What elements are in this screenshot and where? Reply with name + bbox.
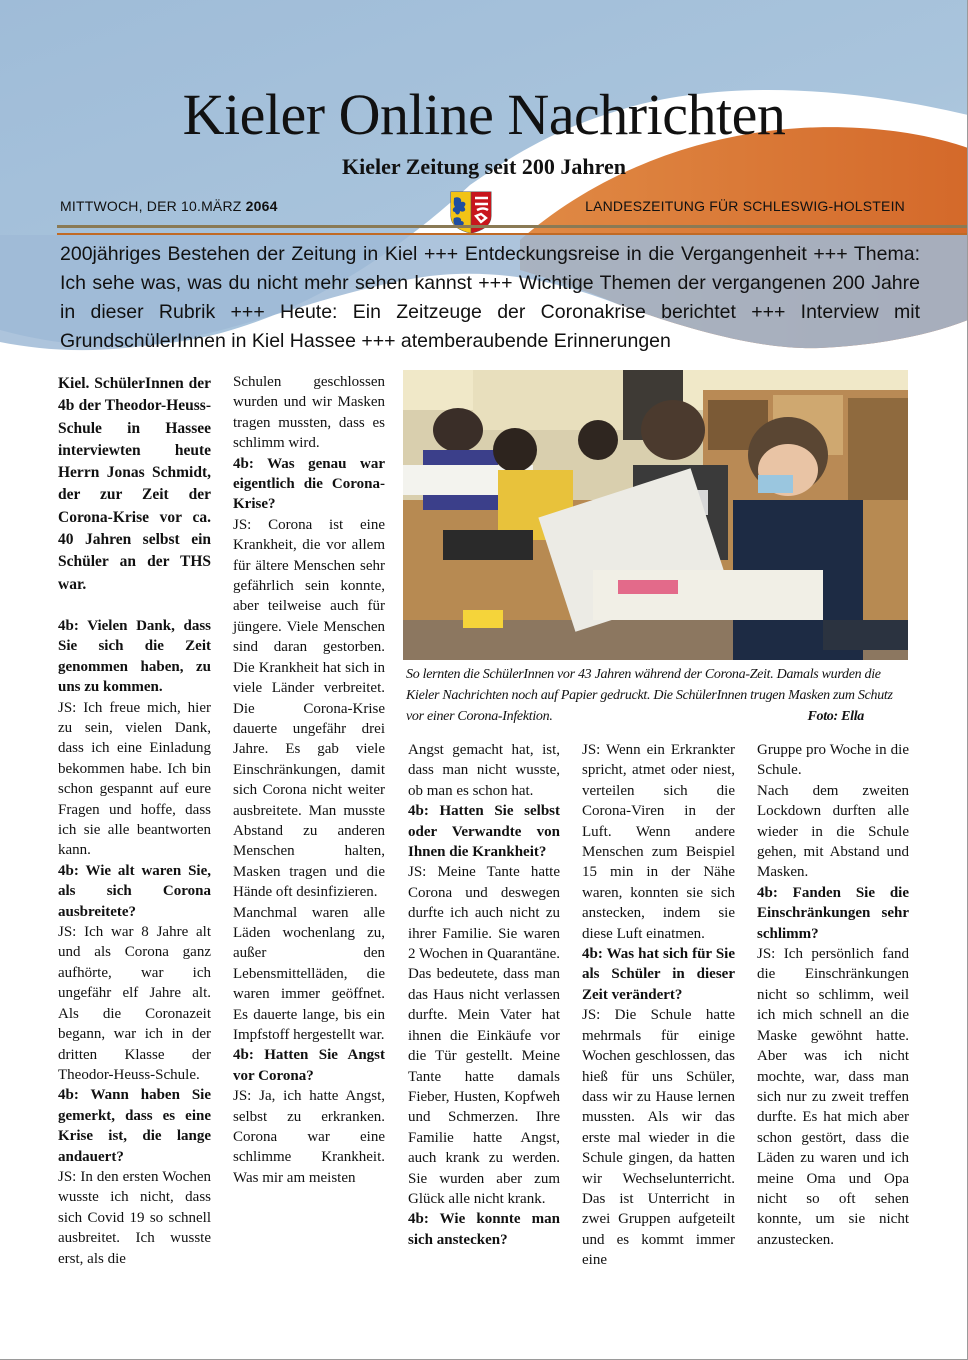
interview-question: 4b: Wie alt waren Sie, als sich Corona ausbreitete? [58, 862, 211, 920]
newspaper-title: Kieler Online Nachrichten [182, 82, 786, 147]
interview-answer: Nach dem zweiten Lockdown durften alle wieder in die Schule gehen, mit Abstand und Masken. [757, 782, 909, 881]
article-column-4 [582, 740, 735, 1271]
interview-answer: Manchmal waren alle Läden wochenlang zu, außer den Lebensmittelläden, die waren immer geöffnet. Es dauerte lange, bis ein Impfstoff hergestellt war. [233, 904, 385, 1043]
photo-credit: Foto: Ella [807, 709, 864, 724]
interview-question: 4b: Hatten Sie Angst vor Corona? [233, 1047, 385, 1084]
interview-answer: JS: Ich freue mich, hier zu sein, vielen Dank, dass ich eine Einladung bekommen habe. Ich bin schon gespannt auf eure Fragen und hoffe, dass ich sie alle beantworten kann. [58, 699, 211, 859]
classroom-photo [403, 370, 908, 660]
interview-question: 4b: Was hat sich für Sie als Schüler in dieser Zeit verändert? [582, 946, 735, 1003]
article-column-5 [757, 740, 909, 1250]
interview-question: 4b: Hatten Sie selbst oder Verwandte von Ihnen die Krankheit? [408, 803, 560, 861]
interview-answer: JS: Meine Tante hatte Corona und deswegen durfte ich auch nicht zu ihrer Familie. Sie waren 2 Wochen in Quarantäne. Das bedeutete, dass man das Haus nicht verlassen durfte. Mein Vater hat ihnen die Einkäufe vor die Tür gestellt. Meine Tante hatte damals Fieber, Husten, Kopfweh und Schmerzen. Ihre Familie hatte Angst, auch krank zu werden. Sie wurden aber zum Glück alle nicht krank. [408, 864, 560, 1207]
masthead-rule-top [57, 225, 968, 228]
interview-question: 4b: Was genau war eigentlich die Corona-Krise? [233, 455, 385, 513]
photo-caption-text: So lernten die SchülerInnen vor 43 Jahren während der Corona-Zeit. Damals wurden die Kieler Nachrichten noch auf Papier gedruckt. Die SchülerInnen trugen Masken zum Schutz vor einer Corona-Infektion. [406, 667, 893, 724]
dateline-year: 2064 [245, 198, 278, 214]
interview-answer: JS: Ja, ich hatte Angst, selbst zu erkranken. Corona war eine schlimme Krankheit. Was mir am meisten [233, 1088, 385, 1186]
interview-answer: JS: Die Schule hatte mehrmals für einige Wochen geschlossen, das hieß für uns Schüler, dass wir zu Hause lernen mussten. Als wir das erste mal wieder in die Schule gingen, da hatten wir Wechselunterricht. Das ist Unterricht in zwei Gruppen aufgeteilt und es kommt immer eine [582, 1007, 735, 1269]
interview-answer: Angst gemacht hat, ist, dass man nicht wusste, ob man es schon hat. [408, 742, 560, 799]
interview-question: 4b: Vielen Dank, dass Sie sich die Zeit genommen haben, zu uns zu kommen. [58, 617, 211, 696]
article-column-3 [408, 740, 560, 1250]
interview-answer: JS: Ich war 8 Jahre alt und als Corona ganz aufhörte, war ich ungefähr elf Jahre alt. Als die Coronazeit begann, war ich in der dritten Klasse der Theodor-Heuss-Schule. [58, 924, 211, 1083]
interview-answer: JS: Corona ist eine Krankheit, die vor allem für ältere Menschen sehr gefährlich sein konnte, aber teilweise auch für jüngere. Viele Menschen sind daran gestorben. Die Krankheit hat sich in viele Länder verbreitet. Die Corona-Krise dauerte ungefähr drei Jahre. Es gab viele Einschränkungen, damit sich Corona nicht weiter ausbreitete. Man musste Abstand zu anderen Menschen halten, Masken tragen und die Hände oft desinfizieren. [233, 516, 385, 901]
news-ticker: 200jähriges Bestehen der Zeitung in Kiel +++ Entdeckungsreise in die Vergangenheit +++ Thema: Ich sehe was, was du nicht mehr sehen kannst +++ Wichtige Themen der vergangenen 200 Jahre in dieser Rubrik +++ Heute: Ein Zeitzeuge der Coronakrise berichtet +++ Interview mit GrundschülerInnen in Kiel Hassee +++ atemberaubende Erinnerungen [60, 243, 920, 352]
newspaper-subtitle: Kieler Zeitung seit 200 Jahren [342, 154, 626, 179]
interview-answer: JS: In den ersten Wochen wusste ich nicht, dass sich Covid 19 so schnell ausbreitet. Ich wusste erst, als die [58, 1168, 211, 1267]
article-intro: Kiel. SchülerInnen der 4b der Theodor-Heuss-Schule in Hassee interviewten heute Herrn Jonas Schmidt, der zur Zeit der Corona-Krise vor ca. 40 Jahren selbst ein Schüler an der THS war. [58, 375, 211, 593]
interview-answer: JS: Ich persönlich fand die Einschränkungen nicht so schlimm, weil ich mich schnell an die Maske gewöhnt hatte. Aber was ich nicht mochte, war, dass man sich nur zu zweit treffen durfte. Es hat mich aber schon gestört, dass die Läden zu waren und ich meine Oma und Opa nicht so oft sehen konnte, um sie nicht anzustecken. [757, 946, 909, 1248]
region-label: LANDESZEITUNG FÜR SCHLESWIG-HOLSTEIN [585, 198, 905, 214]
interview-answer: Gruppe pro Woche in die Schule. [757, 742, 909, 779]
dateline [60, 198, 278, 214]
masthead-rule-bottom [57, 233, 968, 235]
dateline-date: MITTWOCH, DER 10.MÄRZ [60, 198, 242, 214]
article-column-1 [58, 373, 211, 1269]
interview-question: 4b: Wann haben Sie gemerkt, dass es eine Krise ist, die lange andauert? [58, 1087, 211, 1165]
interview-answer: JS: Wenn ein Erkrankter spricht, atmet oder niest, verteilen sich die Corona-Viren in der Luft. Wenn andere Menschen zum Beispiel 15 min in der Nähe waren, konnten sie sich anstecken, indem sie diese Luft einatmen. [582, 742, 735, 942]
interview-question: 4b: Fanden Sie die Einschränkungen sehr schlimm? [757, 884, 909, 942]
photo-caption [406, 664, 908, 727]
interview-answer: Schulen geschlossen wurden und wir Masken tragen mussten, dass es schlimm wird. [233, 374, 385, 452]
article-column-2 [233, 372, 385, 1188]
interview-question: 4b: Wie konnte man sich anstecken? [408, 1211, 560, 1248]
